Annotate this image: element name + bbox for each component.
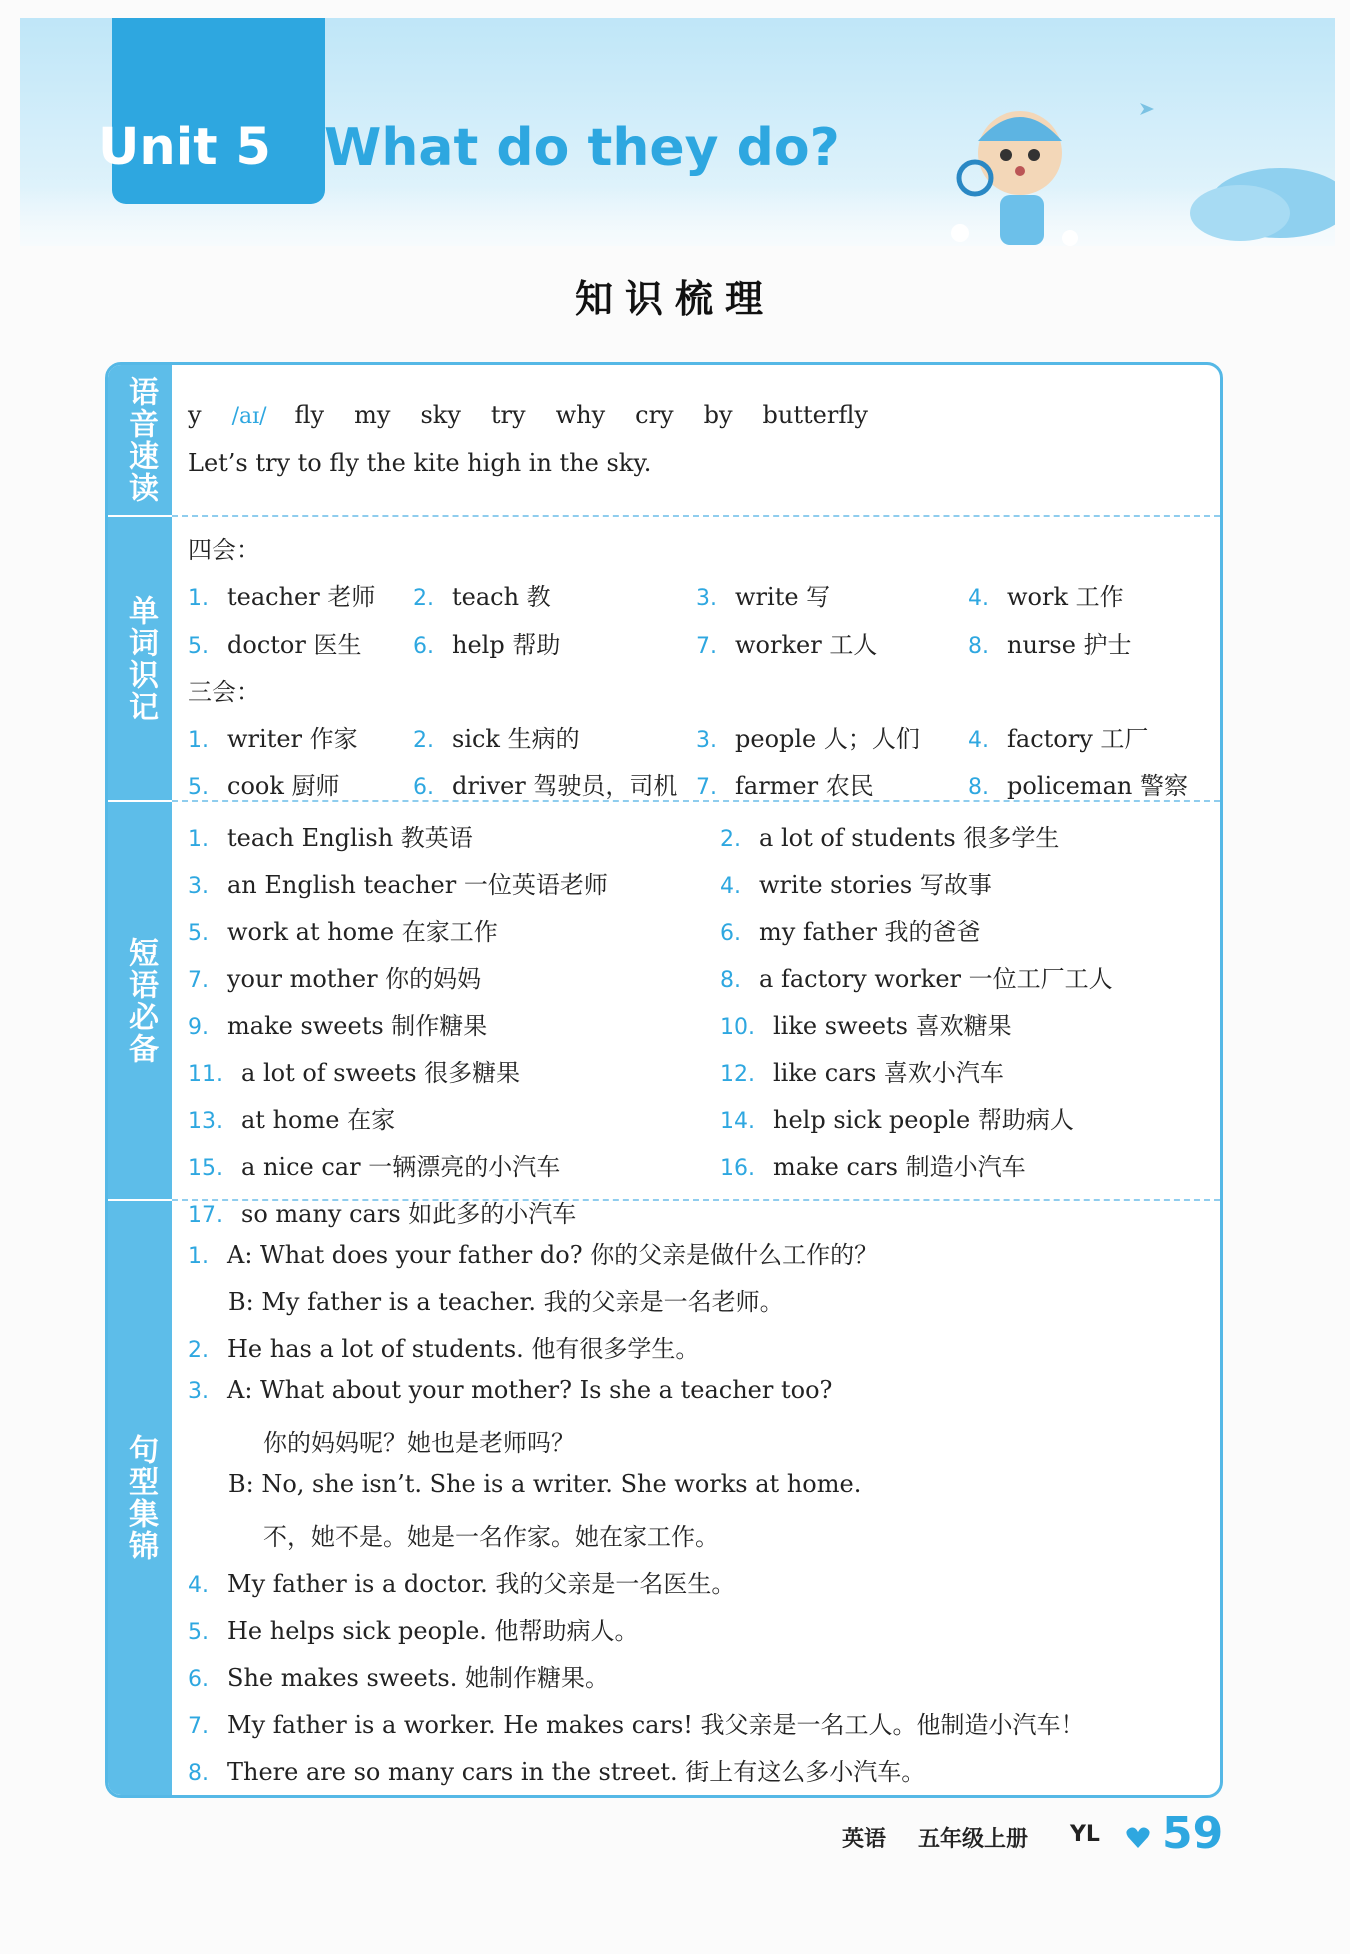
unit-title: What do they do? [324,118,840,178]
vocab-item: 2. teach 教 [413,583,551,611]
sentence-line: 1. A: What does your father do? 你的父亲是做什么工作的？ [188,1241,879,1269]
phrase-item: 9. make sweets 制作糖果 [188,1012,488,1040]
vocab-item: 5. cook 厨师 [188,772,340,800]
sentence-line: 你的妈妈呢？她也是老师吗？ [263,1429,575,1457]
phrase-item: 2. a lot of students 很多学生 [720,824,1060,852]
side-label-phrases [108,802,172,1199]
heart-icon [1125,1826,1151,1850]
phonics-letter: y [188,401,202,429]
phrase-item: 13. at home 在家 [188,1106,396,1134]
vocab-item: 7. worker 工人 [696,631,878,659]
sentence-line: 2. He has a lot of students. 他有很多学生。 [188,1335,700,1363]
sentence-line: 4. My father is a doctor. 我的父亲是一名医生。 [188,1570,736,1598]
phrase-item: 10. like sweets 喜欢糖果 [720,1012,1012,1040]
phonics-words-line [188,401,898,429]
phonics-sentence: Let’s try to fly the kite high in the sky. [188,449,652,477]
vocab-item: 1. writer 作家 [188,725,358,753]
sentence-line: 7. My father is a worker. He makes cars! 我父亲是一名工人。他制造小汽车！ [188,1711,1085,1739]
footer-subject: 英语 [842,1827,887,1852]
phonics-word: my [354,401,391,429]
sentence-line: 不，她不是。她是一名作家。她在家工作。 [263,1523,719,1551]
vocab-item: 6. driver 驾驶员，司机 [413,772,678,800]
vocab-item: 8. nurse 护士 [968,631,1132,659]
vocab-item: 2. sick 生病的 [413,725,580,753]
vocab-item: 4. work 工作 [968,583,1124,611]
footer-edition: YL [1070,1822,1100,1847]
phonics-ipa: /aɪ/ [231,404,267,429]
vocab-label: 单词识记 [123,594,158,723]
phonics-word: cry [635,401,674,429]
vocab-item: 3. people 人；人们 [696,725,920,753]
phonics-word: try [490,401,526,429]
phrase-item: 7. your mother 你的妈妈 [188,965,482,993]
vocab-item: 8. policeman 警察 [968,772,1188,800]
side-label-vocab [108,517,172,800]
section-divider [172,515,1220,517]
section-title: 知识梳理 [574,277,775,321]
phonics-word: sky [420,401,461,429]
sentence-line: B: My father is a teacher. 我的父亲是一名老师。 [228,1288,784,1316]
phonics-label: 语音速读 [123,376,158,504]
phrase-item: 5. work at home 在家工作 [188,918,498,946]
vocab-item: 6. help 帮助 [413,631,561,659]
phrase-item: 14. help sick people 帮助病人 [720,1106,1074,1134]
phrase-item: 11. a lot of sweets 很多糖果 [188,1059,521,1087]
phonics-word: butterfly [762,401,868,429]
phrase-item: 1. teach English 教英语 [188,824,473,852]
sentence-line: 5. He helps sick people. 他帮助病人。 [188,1617,639,1645]
side-label-phonics [108,365,172,515]
phrase-item: 17. so many cars 如此多的小汽车 [188,1200,577,1228]
vocab-item: 1. teacher 老师 [188,583,376,611]
phrase-item: 12. like cars 喜欢小汽车 [720,1059,1004,1087]
phonics-word: why [555,401,606,429]
three-skill-label: 三会： [188,678,260,706]
vocab-item: 7. farmer 农民 [696,772,874,800]
knowledge-panel [105,362,1223,1798]
vocab-item: 3. write 写 [696,583,831,611]
phrase-item: 15. a nice car 一辆漂亮的小汽车 [188,1153,561,1181]
phrase-item: 4. write stories 写故事 [720,871,992,899]
phrase-item: 3. an English teacher 一位英语老师 [188,871,608,899]
sentence-line: 6. She makes sweets. 她制作糖果。 [188,1664,609,1692]
sentence-line: 8. There are so many cars in the street. 街上有这么多小汽车。 [188,1758,926,1786]
sentence-line: B: No, she isn’t. She is a writer. She works at home. [228,1470,862,1498]
sentences-label: 句型集锦 [123,1434,158,1562]
phrase-item: 6. my father 我的爸爸 [720,918,981,946]
footer-grade: 五年级上册 [918,1827,1029,1852]
vocab-item: 5. doctor 医生 [188,631,362,659]
unit-label: Unit 5 [98,118,271,177]
bear-mascot-illustration [940,83,1335,246]
phonics-word: fly [294,401,325,429]
vocab-item: 4. factory 工厂 [968,725,1149,753]
phrase-item: 8. a factory worker 一位工厂工人 [720,965,1113,993]
sentence-line: 3. A: What about your mother? Is she a teacher too? [188,1376,833,1404]
phrases-label: 短语必备 [123,936,158,1065]
page-number: 59 [1162,1808,1224,1859]
side-label-sentences [108,1201,172,1795]
phrase-item: 16. make cars 制造小汽车 [720,1153,1026,1181]
phonics-word: by [703,401,733,429]
four-skill-label: 四会： [188,536,260,564]
